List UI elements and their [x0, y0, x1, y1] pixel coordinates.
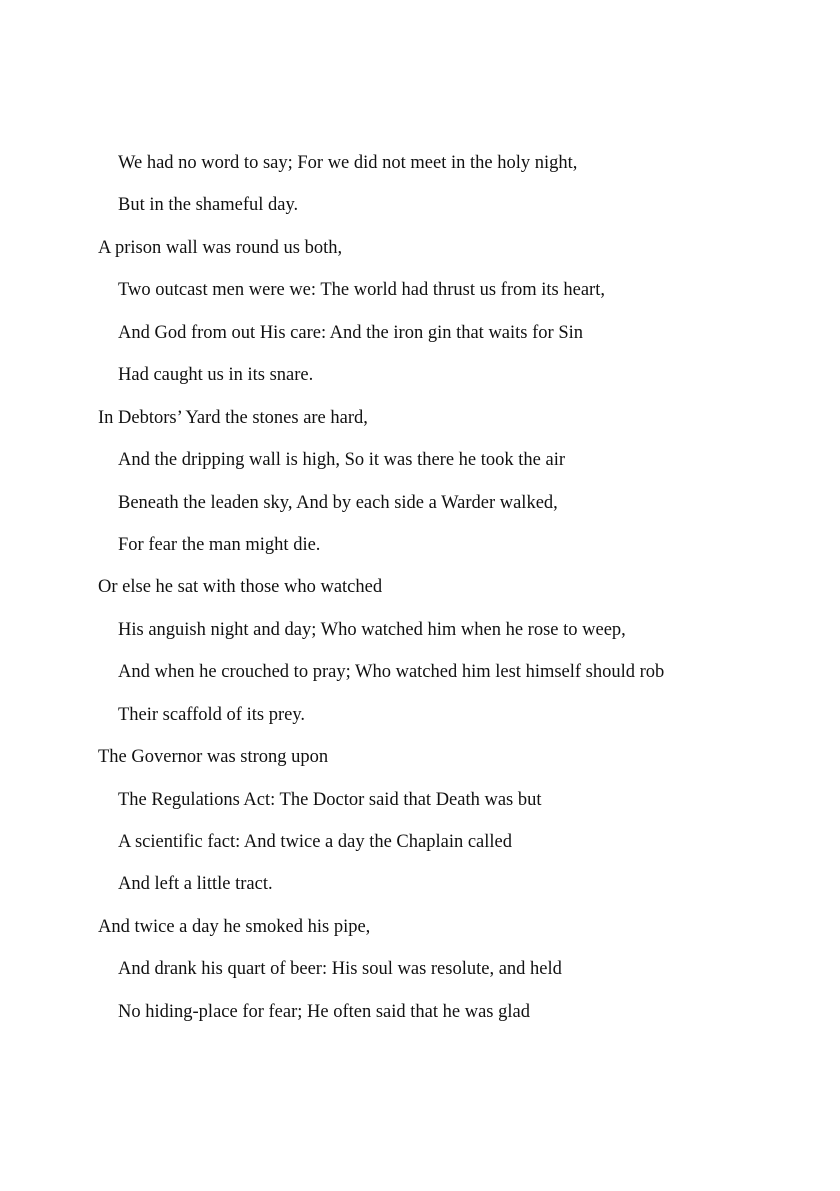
poem-line-indented: For fear the man might die. — [118, 534, 321, 555]
poem-line-indented: Had caught us in its snare. — [118, 365, 314, 386]
poem-line-indented: And when he crouched to pray; Who watched him lest himself should rob — [118, 662, 665, 683]
poem-line: The Governor was strong upon — [98, 747, 329, 768]
poem-line: And twice a day he smoked his pipe, — [98, 916, 371, 937]
poem-line-indented: A scientific fact: And twice a day the Chaplain called — [118, 832, 513, 852]
poem-line: In Debtors’ Yard the stones are hard, — [98, 407, 368, 428]
poem-line-indented: And drank his quart of beer: His soul was resolute, and held — [118, 959, 562, 980]
poem-line-indented: We had no word to say; For we did not meet in the holy night, — [118, 153, 578, 173]
poem-line-indented: And the dripping wall is high, So it was there he took the air — [118, 450, 566, 471]
poem-line-indented: The Regulations Act: The Doctor said that Death was but — [118, 789, 542, 810]
poem-line-indented: Two outcast men were we: The world had thrust us from its heart, — [118, 280, 605, 301]
poem-line-indented: And left a little tract. — [118, 874, 273, 895]
poem-line-indented: Beneath the leaden sky, And by each side a Warder walked, — [118, 492, 558, 513]
poem-line: Or else he sat with those who watched — [98, 577, 383, 598]
poem-line-indented: And God from out His care: And the iron gin that waits for Sin — [118, 322, 584, 343]
poem-line-indented: Their scaffold of its prey. — [118, 704, 305, 725]
poem-body — [98, 147, 798, 1038]
poem-line-indented: His anguish night and day; Who watched him when he rose to weep, — [118, 619, 626, 640]
poem-line-indented: But in the shameful day. — [118, 195, 299, 216]
poem-line-indented: No hiding-place for fear; He often said that he was glad — [118, 1001, 530, 1022]
poem-line: A prison wall was round us both, — [98, 237, 343, 258]
